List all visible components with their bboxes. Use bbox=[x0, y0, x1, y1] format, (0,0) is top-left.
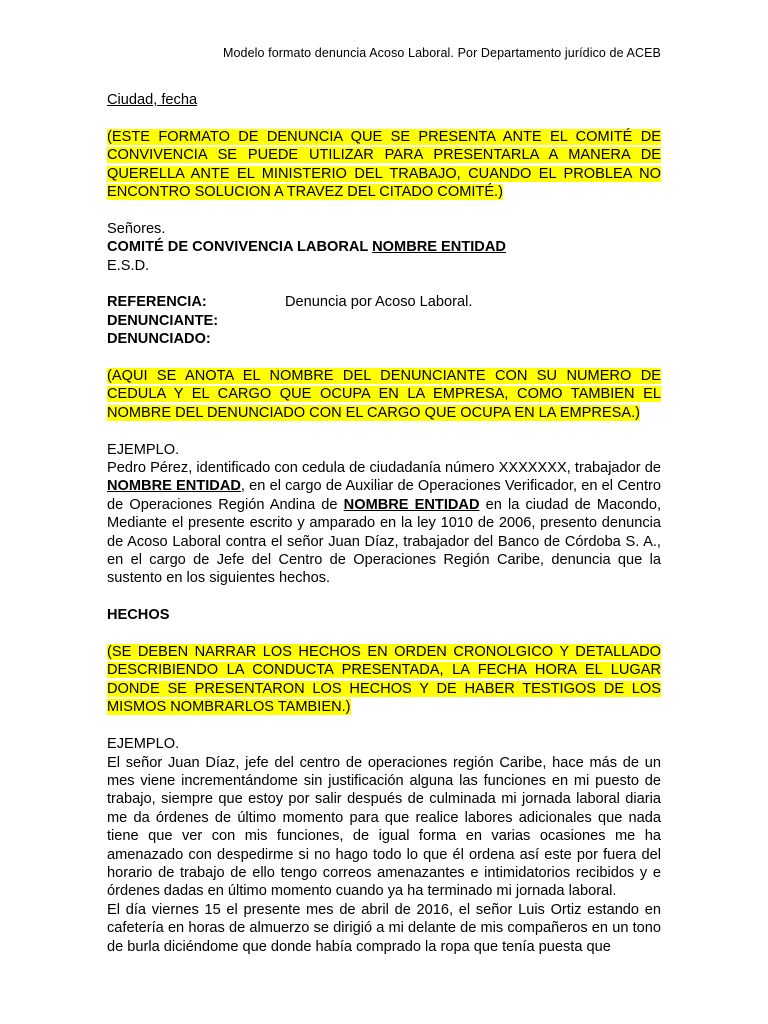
entity-name: NOMBRE ENTIDAD bbox=[372, 239, 506, 256]
city-date: Ciudad, fecha bbox=[107, 92, 198, 108]
example1-part3: en la ciudad de Macondo, Mediante el presente escrito y amparado en la ley 1010 de 2006, presento denuncia de Acoso Laboral contra el señor Juan Díaz, trabajador del Banco de Córdoba S. A., en el cargo de Jefe del Centro de Operaciones Región Caribe, denuncia que la sustento en los siguientes hechos. bbox=[107, 496, 661, 587]
example2-paragraph-1: El señor Juan Díaz, jefe del centro de operaciones región Caribe, hace más de un mes viene incrementándome sin justificación alguna las funciones en mi puesto de trabajo, siempre que estoy por salir después de culminada mi jornada laboral diaria me da órdenes de último momento para que realice labores adicionales que nada tiene que ver con mis funciones, de igual forma en varias ocasiones me ha amenazado con despedirme si no hago todo lo que él ordena así este por fuera del horario de trabajo de ello tengo correos amenazantes e intimidatorios recibidos y e órdenes dadas en último momento cuando ya ha terminado mi jornada laboral. bbox=[107, 754, 661, 900]
accused-label: DENUNCIADO: bbox=[107, 331, 211, 348]
committee-line bbox=[107, 238, 661, 256]
example1-paragraph bbox=[107, 459, 661, 588]
example1-entity2: NOMBRE ENTIDAD bbox=[343, 496, 480, 513]
example1-entity1: NOMBRE ENTIDAD bbox=[107, 478, 241, 495]
complainant-label: DENUNCIANTE: bbox=[107, 312, 219, 329]
example1-part2: , en el cargo de Auxiliar de Operaciones Verificador, en el Centro de Operaciones Región Andina de bbox=[107, 478, 661, 513]
intro-note-text: (ESTE FORMATO DE DENUNCIA QUE SE PRESENTA ANTE EL COMITÉ DE CONVIVENCIA SE PUEDE UTILIZAR PARA PRESENTARLA A MANERA DE QUERELLA ANTE EL MINISTERIO DEL TRABAJO, CUANDO EL PROBLEA NO ENCONTRO SOLUCION A TRAVEZ DEL CITADO COMITÉ.) bbox=[107, 128, 661, 201]
document-body bbox=[107, 91, 661, 956]
salutation: Señores. bbox=[107, 220, 166, 237]
example1-label: EJEMPLO. bbox=[107, 441, 180, 458]
facts-note bbox=[107, 643, 661, 717]
committee-prefix: COMITÉ DE CONVIVENCIA LABORAL bbox=[107, 239, 373, 256]
reference-label: REFERENCIA: bbox=[107, 294, 207, 311]
reference-value: Denuncia por Acoso Laboral. bbox=[285, 294, 473, 311]
example2-paragraph-2: El día viernes 15 el presente mes de abril de 2016, el señor Luis Ortiz estando en cafetería en horas de almuerzo se dirigió a mi delante de mis compañeros en un tono de burla diciéndome que donde había comprado la ropa que tenía puesta que bbox=[107, 901, 661, 955]
facts-note-text: (SE DEBEN NARRAR LOS HECHOS EN ORDEN CRONOLGICO Y DETALLADO DESCRIBIENDO LA CONDUCTA PRESENTADA, LA FECHA HORA EL LUGAR DONDE SE PRESENTARON LOS HECHOS Y DE HABER TESTIGOS DE LOS MISMOS NOMBRARLOS TAMBIEN.) bbox=[107, 644, 661, 716]
reference-line bbox=[107, 293, 661, 311]
esd: E.S.D. bbox=[107, 257, 150, 274]
example1-part1: Pedro Pérez, identificado con cedula de ciudadanía número XXXXXXX, trabajador de bbox=[107, 460, 661, 477]
parties-note-text: (AQUI SE ANOTA EL NOMBRE DEL DENUNCIANTE CON SU NUMERO DE CEDULA Y EL CARGO QUE OCUPA EN LA EMPRESA, COMO TAMBIEN EL NOMBRE DEL DENUNCIADO CON EL CARGO QUE OCUPA EN LA EMPRESA.) bbox=[107, 368, 661, 421]
document-header: Modelo formato denuncia Acoso Laboral. Por Departamento jurídico de ACEB bbox=[222, 46, 661, 60]
facts-heading: HECHOS bbox=[107, 607, 170, 624]
intro-note bbox=[107, 128, 661, 202]
example2-label: EJEMPLO. bbox=[107, 736, 180, 753]
parties-note bbox=[107, 367, 661, 422]
